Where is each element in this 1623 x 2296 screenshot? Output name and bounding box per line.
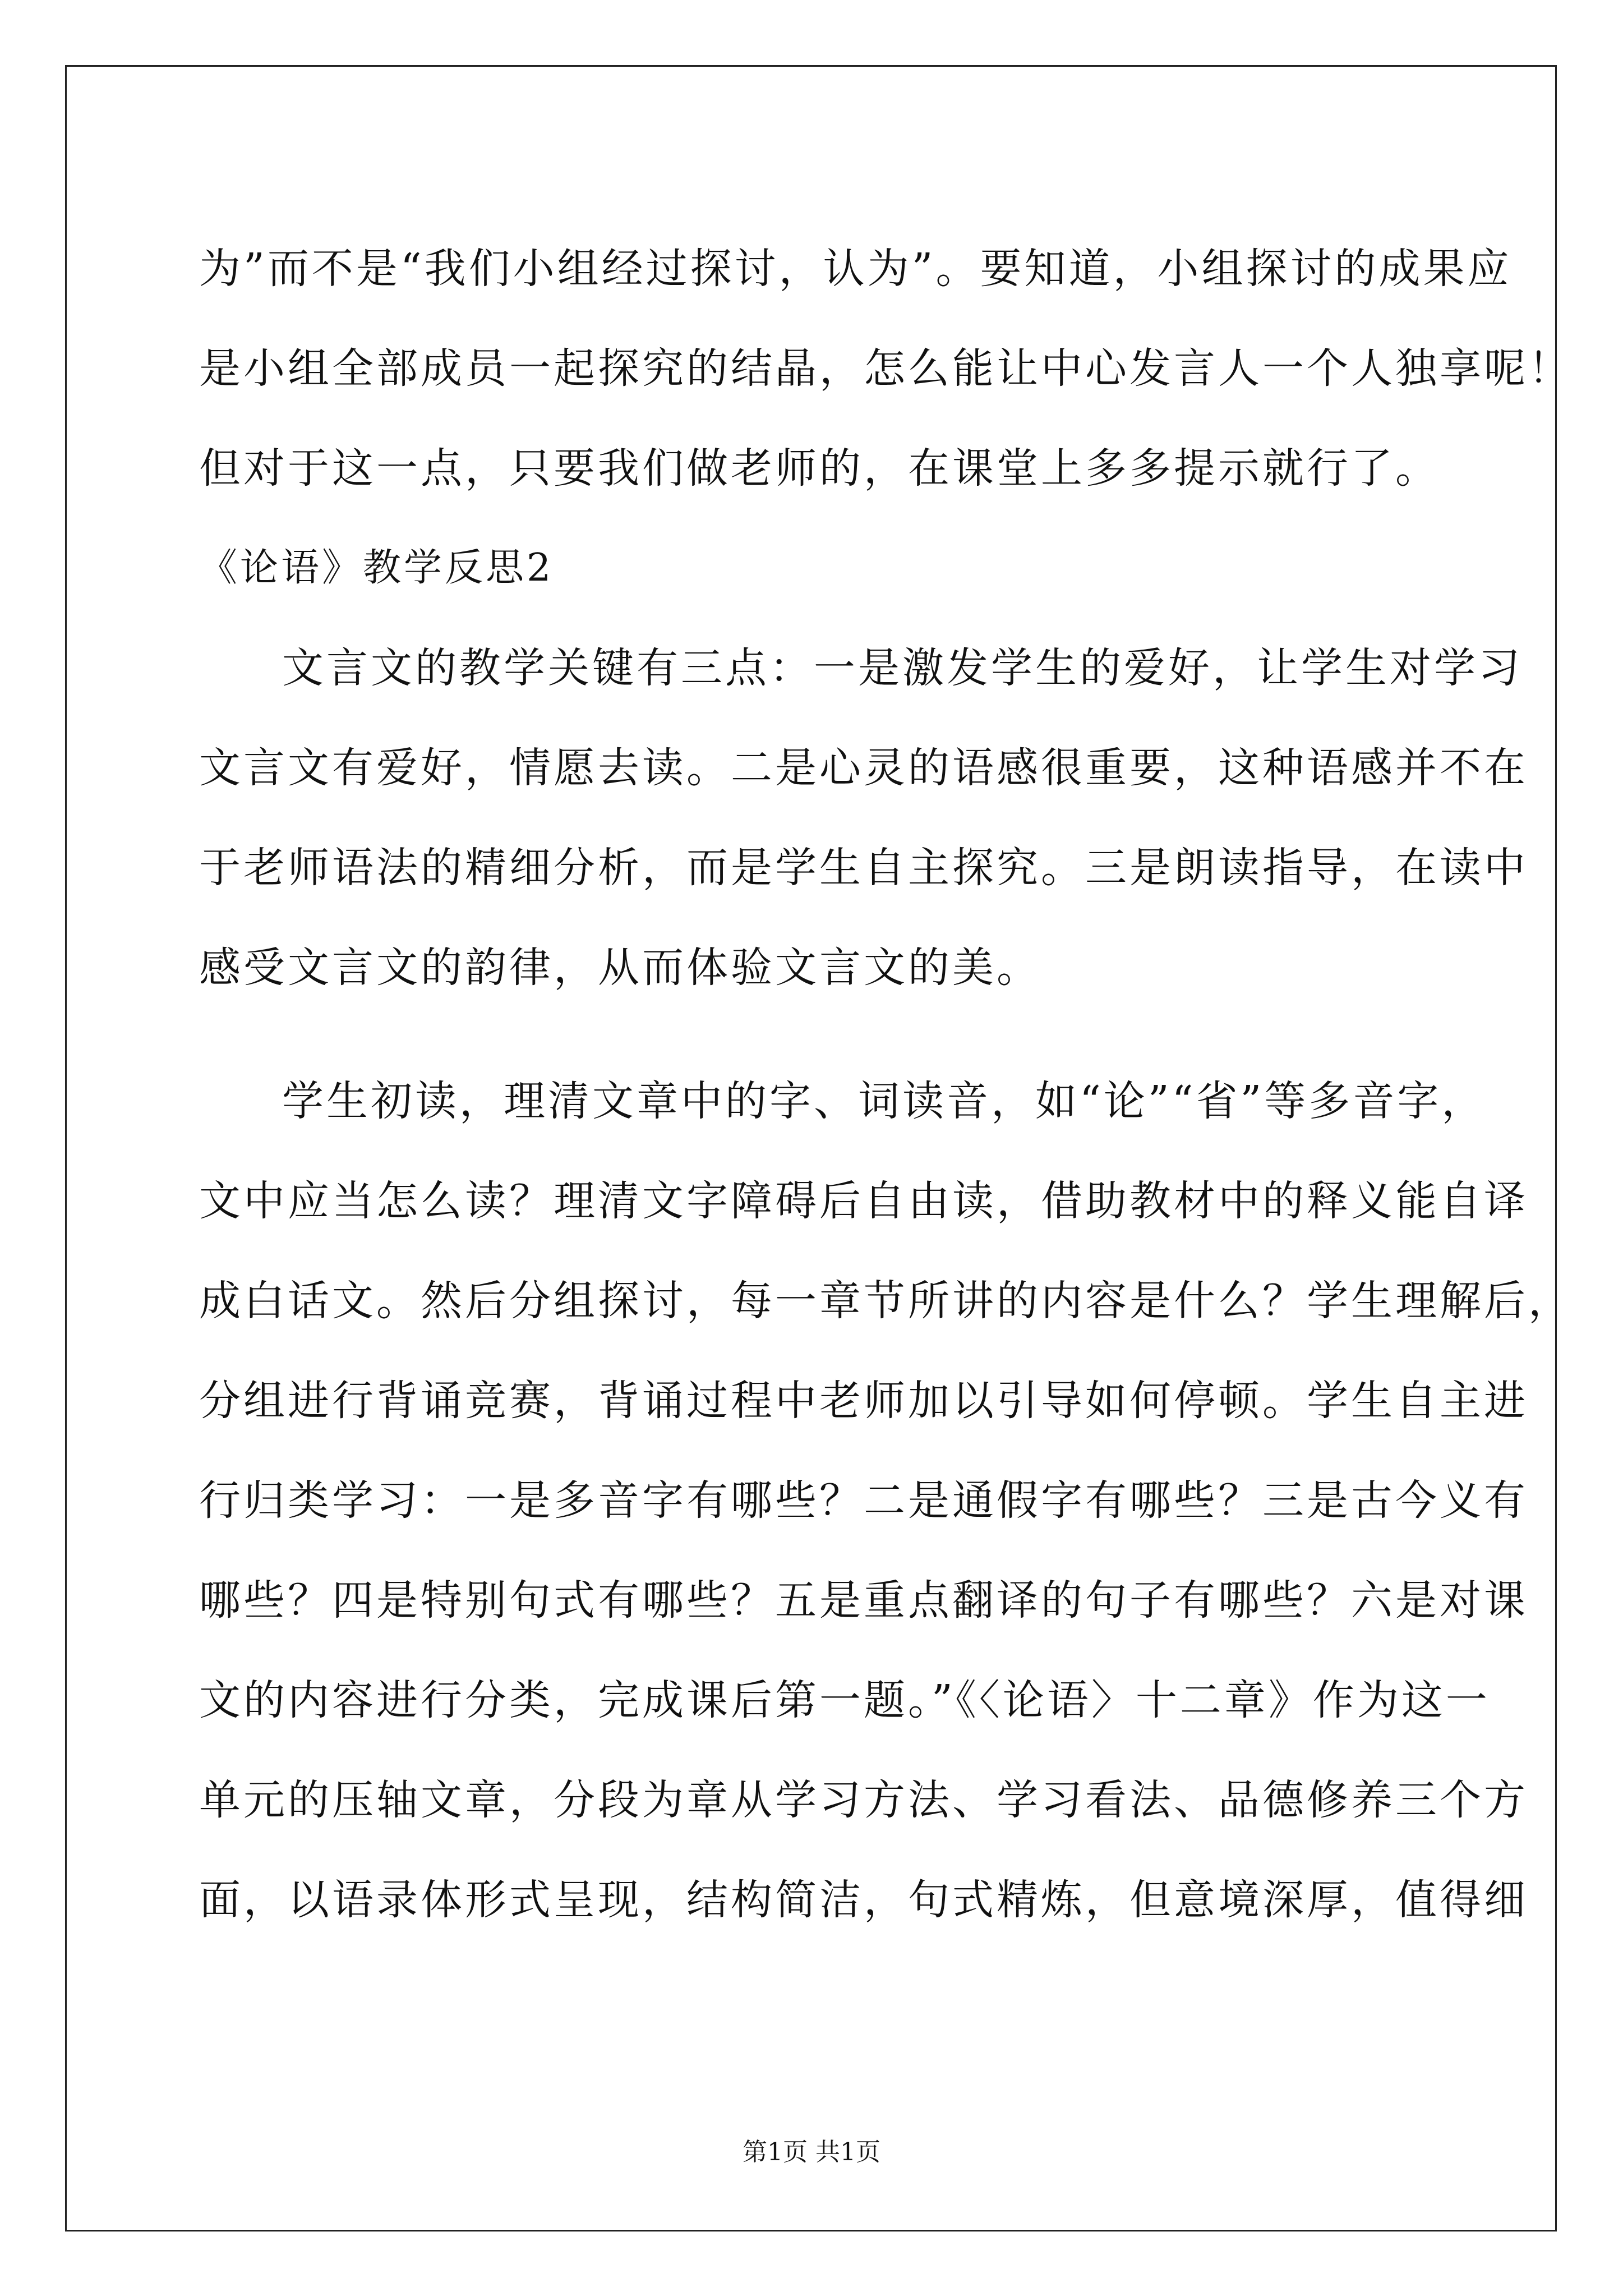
text-line: 感受文言文的韵律，从而体验文言文的美。 [199,944,1041,992]
text-line: 文的内容进行分类，完成课后第一题。”《〈论语〉十二章》作为这一 [199,1676,1490,1724]
text-line: 成白话文。然后分组探讨，每一章节所讲的内容是什么？学生理解后， [199,1277,1573,1325]
paragraph-3 [199,1051,1573,1950]
text-line: 文中应当怎么读？理清文字障碍后自由读，借助教材中的释义能自译 [199,1177,1528,1225]
text-line: 文言文有爱好，情愿去读。二是心灵的语感很重要，这种语感并不在 [199,744,1528,792]
paragraph-gap [199,1018,1433,1051]
text-line: 哪些？四是特别句式有哪些？五是重点翻译的句子有哪些？六是对课 [199,1576,1528,1625]
text-line: 学生初读，理清文章中的字、词读音，如“论”“省”等多音字， [282,1077,1486,1125]
text-line: 为”而不是“我们小组经过探讨，认为”。要知道，小组探讨的成果应 [199,245,1512,293]
document-body [199,219,1573,1950]
text-line: 行归类学习：一是多音字有哪些？二是通假字有哪些？三是古今义有 [199,1476,1528,1525]
text-line: 但对于这一点，只要我们做老师的，在课堂上多多提示就行了。 [199,444,1440,493]
text-line: 于老师语法的精细分析，而是学生自主探究。三是朗读指导，在读中 [199,844,1528,892]
page-footer: 第1页 共1页 [743,2138,880,2166]
paragraph-continuation [199,219,1573,518]
text-line: 是小组全部成员一起探究的结晶，怎么能让中心发言人一个人独享呢！ [199,344,1573,393]
text-line: 面，以语录体形式呈现，结构简洁，句式精炼，但意境深厚，值得细 [199,1876,1528,1924]
section-title: 《论语》教学反思2 [199,546,554,590]
text-line: 分组进行背诵竞赛，背诵过程中老师加以引导如何停顿。学生自主进 [199,1377,1528,1425]
text-line: 文言文的教学关键有三点：一是激发学生的爱好，让学生对学习 [282,644,1523,692]
text-line: 单元的压轴文章，分段为章从学习方法、学习看法、品德修养三个方 [199,1776,1528,1824]
paragraph-2 [199,618,1528,1018]
